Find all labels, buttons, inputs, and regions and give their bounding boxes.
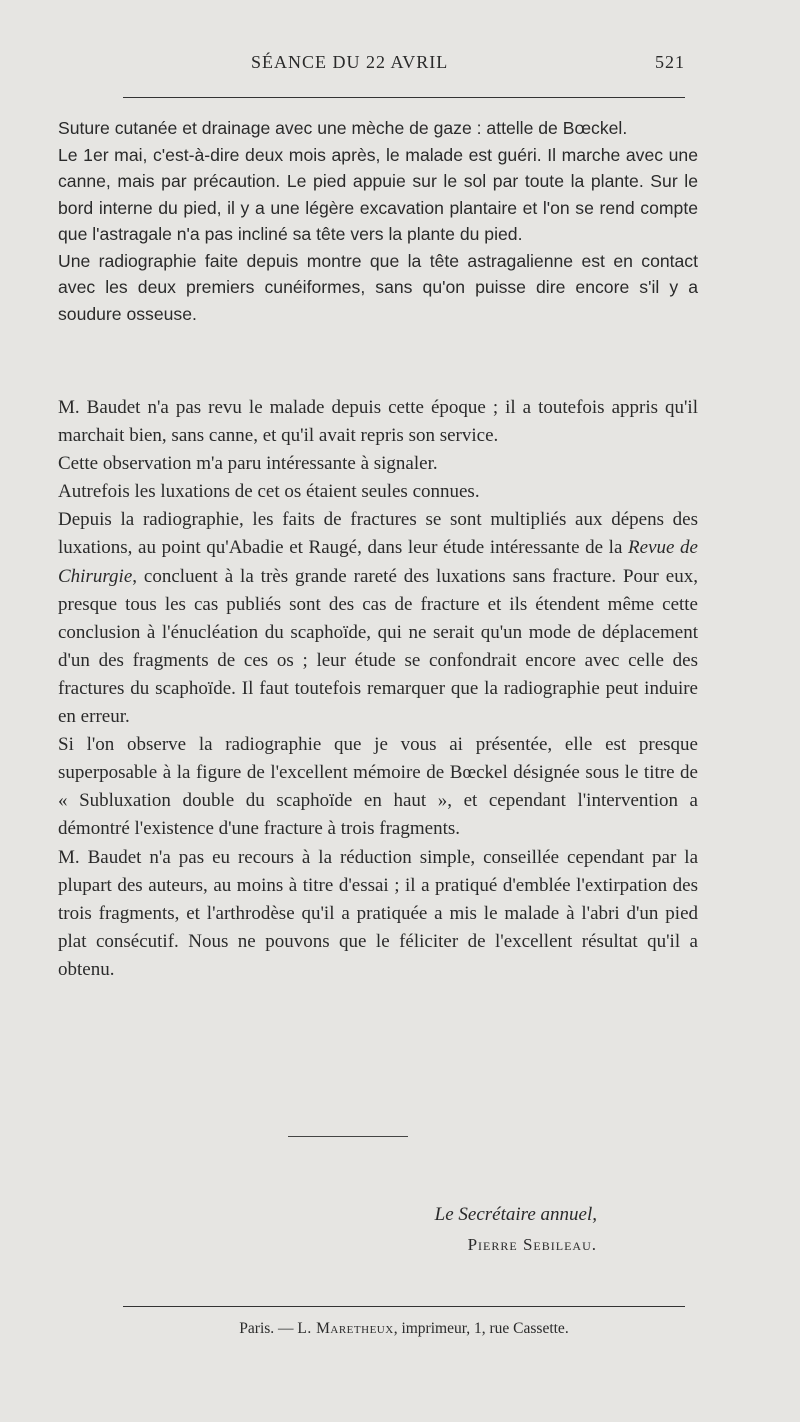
header-title: SÉANCE DU 22 AVRIL [251,52,449,72]
paragraph: Le 1er mai, c'est-à-dire deux mois après, le malade est guéri. Il marche avec une canne, mais par précaution. Le pied appuie sur le sol par toute la plante. Sur le bord interne du pied, il y a une légère excavation plantaire et l'on se rend compte que l'astragale n'a pas incliné sa tête vers la plante du pied. [58,144,698,244]
paragraph: Si l'on observe la radiographie que je vous ai présentée, elle est presque superposable à la figure de l'excellent mémoire de Bœckel désignée sous le titre de « Subluxation double du scaphoïde en haut », et cependant l'intervention a démontré l'existence d'une fracture à trois fragments. [58,734,698,840]
signature-role: Le Secrétaire annuel, [434,1204,597,1225]
text-run: , concluent à la très grande rareté des luxations sans fracture. Pour eux, presque tous les cas publiés sont des cas de fracture et ils étendent même cette conclusion à l'énucléation du scaphoïde, qui ne serait qu'un mode de déplacement d'un des fragments de ces os ; leur étude se confondrait encore avec celle des fractures du scaphoïde. Il faut toutefois remarquer que la radiographie peut induire en erreur. [58,565,698,728]
signature-name: Pierre Sebileau. [467,1235,597,1254]
running-header [123,52,685,82]
header-rule [123,97,685,98]
imprint-city: Paris. — [239,1320,298,1337]
text-run: Depuis la radiographie, les faits de fractures se sont multipliés aux dépens des luxations, au point qu'Abadie et Raugé, dans leur étude intéressante de la [58,509,698,559]
paragraph [58,506,698,731]
printer-imprint [123,1318,685,1340]
page-number: 521 [655,52,685,72]
paragraph: Cette observation m'a paru intéressante à signaler. [58,453,438,475]
case-report-text [58,115,698,327]
imprint-printer: L. Maretheux [297,1320,394,1337]
paragraph: Une radiographie faite depuis montre que la tête astragalienne est en contact avec les deux premiers cunéiformes, sans qu'on puisse dire encore s'il y a soudure osseuse. [58,250,698,324]
paragraph: M. Baudet n'a pas revu le malade depuis cette époque ; il a toutefois appris qu'il marchait bien, sans canne, et qu'il avait repris son service. [58,397,698,447]
commentary-text [58,394,698,984]
journal-title: Revue de Chirurgie [58,537,698,587]
footer-rule [123,1306,685,1307]
section-divider [288,1136,408,1137]
signature-block [360,1200,597,1260]
paragraph: M. Baudet n'a pas eu recours à la réduction simple, conseillée cependant par la plupart des auteurs, au moins à titre d'essai ; il a pratiqué d'emblée l'extirpation des trois fragments, et l'arthrodèse qu'il a pratiquée a mis le malade à l'abri d'un pied plat consécutif. Nous ne pouvons que le féliciter de l'excellent résultat qu'il a obtenu. [58,846,698,980]
paragraph: Suture cutanée et drainage avec une mèche de gaze : attelle de Bœckel. [58,118,628,138]
imprint-address: , imprimeur, 1, rue Cassette. [393,1320,569,1337]
paragraph: Autrefois les luxations de cet os étaient seules connues. [58,481,480,503]
